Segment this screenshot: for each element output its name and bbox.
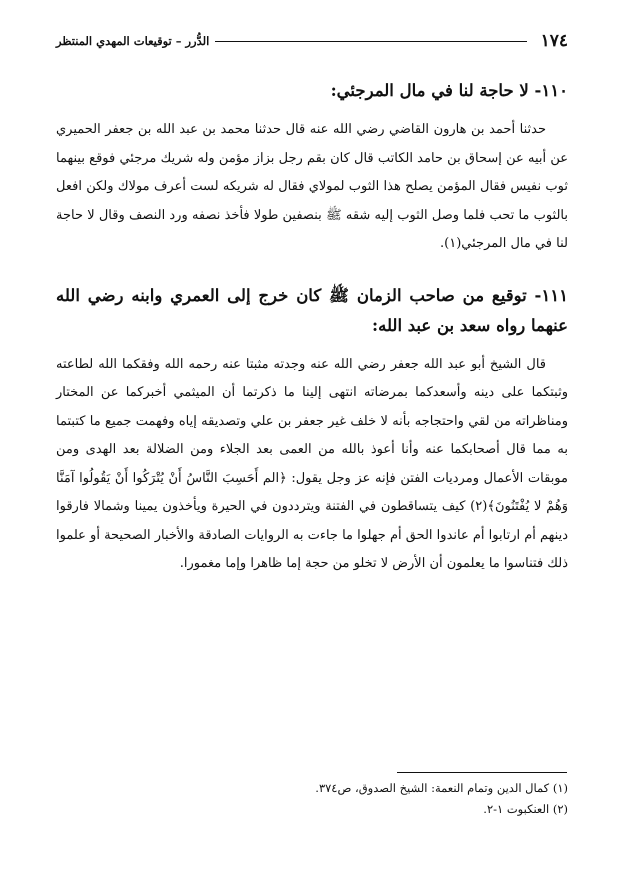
page-content (56, 76, 568, 579)
section-heading: ١١٠- لا حاجة لنا في مال المرجئي: (330, 81, 568, 100)
footnotes (56, 778, 568, 820)
section-paragraph: قال الشيخ أبو عبد الله جعفر رضي الله عنه وجدته مثبتا عنه رحمه الله وفقكما الله لطاعته وثبتكما على دينه وأسعدكما بمرضاته انتهى إلينا ما ذكرتما أن الميثمي أخبركما عن المختار ومناظراته من لقي واحتجاجه بأنه لا خلف غير جعفر بن علي وتصديقه إياه وفهمت جميع ما كتبتما به مما قال أصحابكما عنه وأنا أعوذ بالله من العمى بعد الجلاء ومن الضلالة بعد الهدى ومن موبقات الأعمال ومرديات الفتن فإنه عز وجل يقول: ﴿الم أَحَسِبَ النَّاسُ أَنْ يُتْرَكُوا أَنْ يَقُولُوا آمَنَّا وَهُمْ لا يُفْتَنُونَ﴾(٢) كيف يتساقطون في الفتنة ويترددون في الحيرة ويأخذون يمينا وشمالا فارقوا دينهم أم ارتابوا أم عاندوا الحق أم جهلوا ما جاءت به الروايات الصادقة والأخبار الصحيحة أو علموا ذلك فتناسوا ما يعلمون أن الأرض لا تخلو من حجة إما ظاهرا وإما مغمورا. (56, 356, 568, 571)
section-heading: ١١١- توقيع من صاحب الزمان ﷺ كان خرج إلى العمري وابنه رضي الله عنهما رواه سعد بن عبد الله: (56, 285, 568, 335)
section-111 (56, 281, 568, 579)
section-gap (56, 259, 568, 281)
page-header (56, 30, 568, 52)
footnote-2: (٢) العنكبوت ١-٢. (483, 802, 568, 816)
section-110 (56, 76, 568, 259)
footnote-1: (١) كمال الدين وتمام النعمة: الشيخ الصدوق، ص٣٧٤. (315, 781, 568, 795)
section-paragraph: حدثنا أحمد بن هارون القاضي رضي الله عنه قال حدثنا محمد بن عبد الله بن جعفر الحميري عن أبيه عن إسحاق بن حامد الكاتب قال كان بقم رجل بزاز مؤمن وله شريك مرجئي فوقع بينهما ثوب نفيس فقال المؤمن يصلح هذا الثوب لمولاي فقال له شريكه لست أعرف مولاك ولكن افعل بالثوب ما تحب فلما وصل الثوب إليه شقه ﷺ بنصفين طولا فأخذ نصفه ورد النصف وقال لا حاجة لنا في مال المرجئي(١). (56, 122, 568, 251)
page-number: ١٧٤ (540, 31, 568, 51)
header-rule (215, 41, 526, 42)
footnote-separator (397, 772, 567, 773)
running-title: الدُّرر – توقيعات المهدي المنتظر (56, 34, 210, 48)
